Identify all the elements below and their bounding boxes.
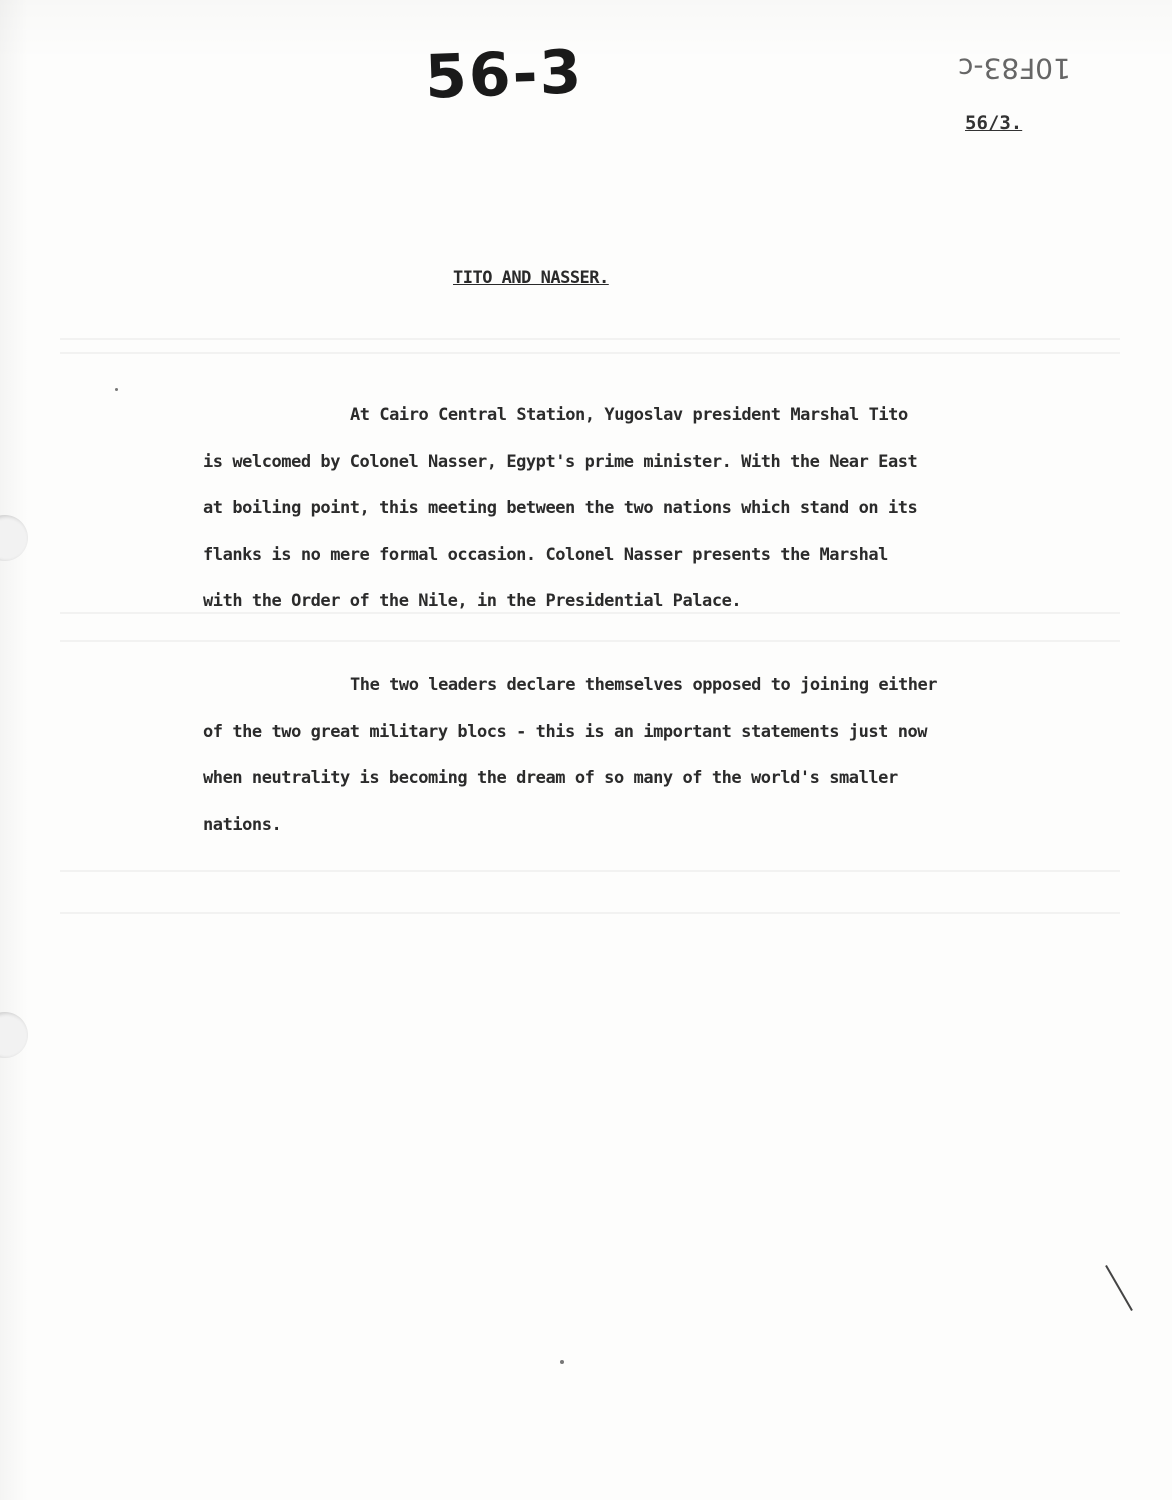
page-reference	[965, 112, 1022, 134]
paragraph-line: when neutrality is becoming the dream of so many of the world's smaller	[203, 768, 898, 788]
paragraph-line: The two leaders declare themselves opposed to joining either	[350, 675, 938, 695]
ink-speck	[115, 388, 118, 391]
paragraph-line: at boiling point, this meeting between the two nations which stand on its	[203, 498, 918, 518]
paragraph-line: of the two great military blocs - this is an important statements just now	[203, 721, 928, 742]
paragraph-2	[203, 662, 1143, 848]
paragraph-1	[203, 392, 1143, 625]
scan-streak	[60, 352, 1120, 354]
scan-streak	[60, 640, 1120, 642]
scan-streak	[60, 870, 1120, 872]
paragraph-line: is welcomed by Colonel Nasser, Egypt's prime minister. With the Near East	[203, 451, 918, 472]
scan-streak	[60, 912, 1120, 914]
scan-streak	[60, 338, 1120, 340]
page-reference-text: 56/3.	[965, 112, 1023, 134]
document-title: TITO AND NASSER.	[453, 268, 609, 288]
paragraph-line: At Cairo Central Station, Yugoslav president Marshal Tito	[350, 405, 908, 425]
punch-hole	[0, 1012, 28, 1058]
ink-speck	[560, 1360, 564, 1364]
paragraph-line: with the Order of the Nile, in the Presidential Palace.	[203, 591, 742, 611]
handwritten-file-number: 56-3	[423, 37, 585, 113]
punch-hole	[0, 515, 28, 561]
paragraph-line: flanks is no mere formal occasion. Colonel Nasser presents the Marshal	[203, 544, 888, 565]
edge-mark	[1105, 1265, 1133, 1311]
paragraph-line: nations.	[203, 814, 282, 835]
inverted-handwritten-note: 10F83-c	[958, 52, 1071, 85]
